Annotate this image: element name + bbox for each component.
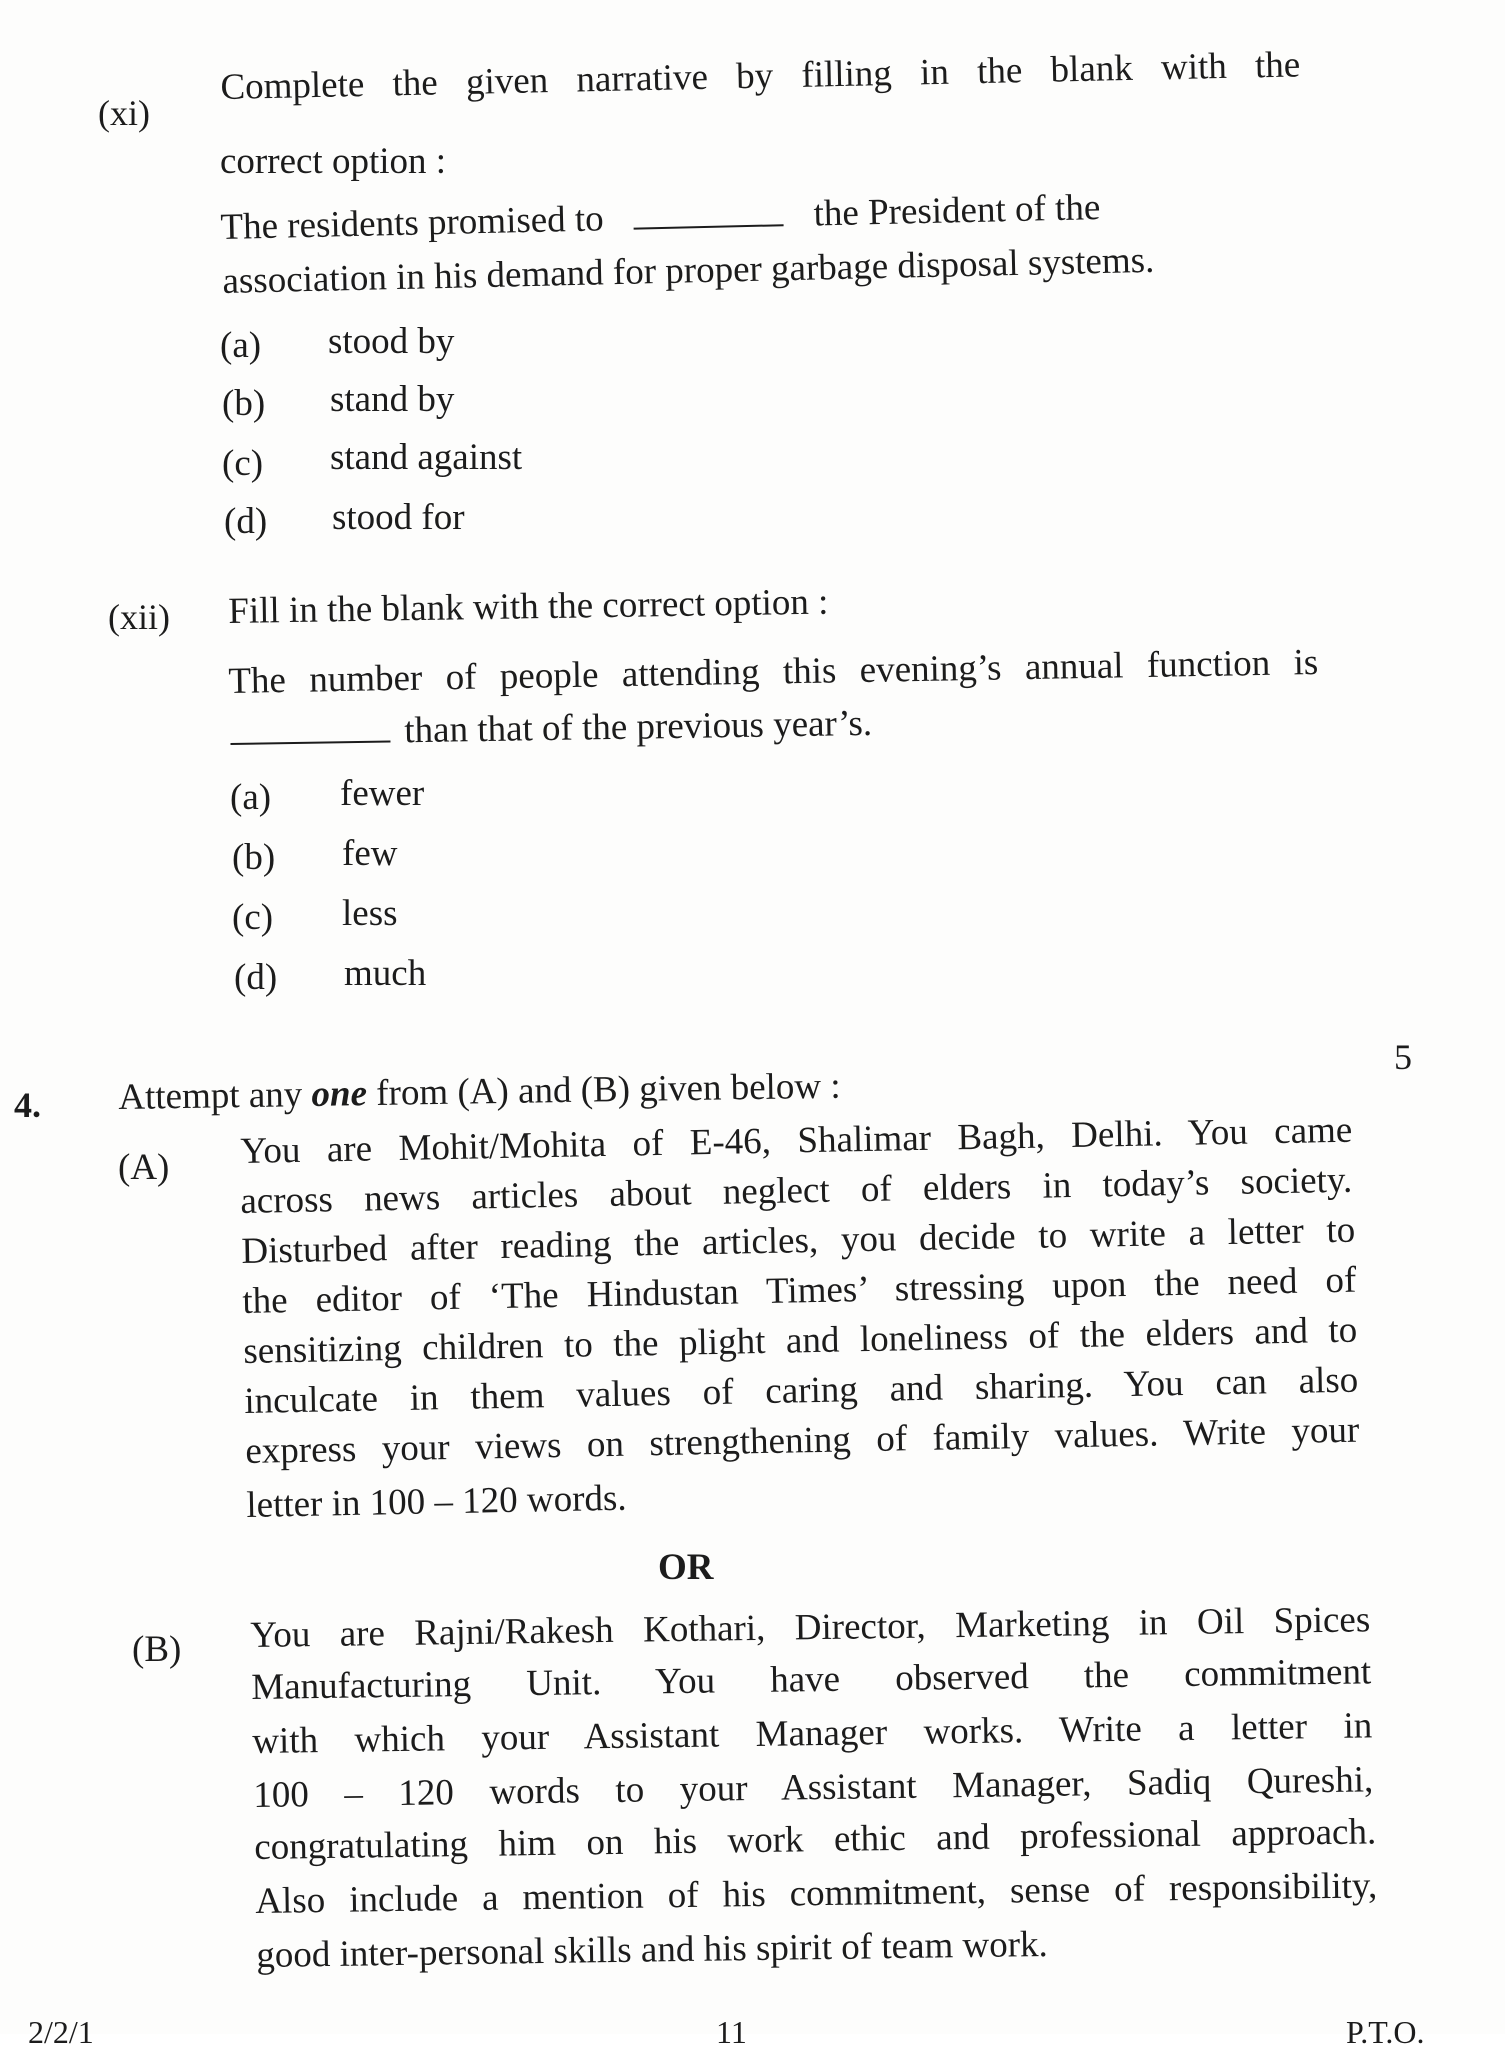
paragraph-line: express your views on strengthening of family values. Write your bbox=[245, 1409, 1360, 1472]
option-label: (b) bbox=[222, 383, 266, 424]
page-number: 11 bbox=[716, 2014, 747, 2050]
question-number: (xi) bbox=[98, 93, 150, 133]
option-text: fewer bbox=[340, 773, 425, 814]
or-separator: OR bbox=[658, 1547, 714, 1588]
paragraph-line: with which your Assistant Manager works. Write a letter in bbox=[252, 1705, 1373, 1762]
option-text: stood by bbox=[328, 321, 455, 362]
paragraph-line: the editor of ‘The Hindustan Times’ stressing upon the need of bbox=[242, 1259, 1357, 1322]
option-text: stand against bbox=[330, 437, 523, 478]
sentence-line: association in his demand for proper garbage disposal systems. bbox=[222, 239, 1155, 302]
option-text: much bbox=[344, 953, 427, 994]
paragraph-line: good inter-personal skills and his spirit of team work. bbox=[256, 1923, 1049, 1976]
option-label: (a) bbox=[230, 777, 272, 818]
marks: 5 bbox=[1394, 1037, 1412, 1077]
pto-label: P.T.O. bbox=[1346, 2014, 1425, 2050]
option-label: (A) bbox=[118, 1147, 170, 1188]
option-label: (d) bbox=[224, 501, 268, 542]
option-text: stood for bbox=[332, 497, 465, 538]
paragraph-line: across news articles about neglect of elders in today’s society. bbox=[240, 1159, 1353, 1222]
instruction-line: correct option : bbox=[220, 141, 447, 182]
blank-line bbox=[230, 740, 390, 745]
paragraph-line: 100 – 120 words to your Assistant Manager, Sadiq Qureshi, bbox=[253, 1759, 1374, 1816]
question-intro: Attempt any one from (A) and (B) given below : bbox=[118, 1065, 841, 1118]
paper-code: 2/2/1 bbox=[28, 2014, 94, 2050]
paragraph-line: letter in 100 – 120 words. bbox=[246, 1477, 627, 1526]
blank-line bbox=[634, 224, 784, 229]
paragraph-line: Disturbed after reading the articles, you decide to write a letter to bbox=[241, 1209, 1356, 1272]
instruction-line: Complete the given narrative by filling in the blank with the bbox=[220, 44, 1301, 108]
option-label: (B) bbox=[132, 1629, 182, 1670]
paragraph-line: congratulating him on his work ethic and professional approach. bbox=[254, 1811, 1377, 1868]
option-label: (d) bbox=[234, 957, 278, 998]
option-text: few bbox=[342, 833, 398, 874]
option-text: stand by bbox=[330, 379, 455, 420]
sentence-with-blank: The residents promised to the President of the bbox=[220, 187, 1101, 248]
question-number: 4. bbox=[14, 1085, 41, 1125]
sentence-line: The number of people attending this evening’s annual function is bbox=[228, 641, 1319, 702]
paragraph-line: Manufacturing Unit. You have observed the commitment bbox=[251, 1651, 1372, 1708]
option-text: less bbox=[342, 893, 398, 934]
instruction-line: Fill in the blank with the correct option : bbox=[228, 581, 829, 632]
option-label: (c) bbox=[232, 897, 274, 938]
paragraph-line: inculcate in them values of caring and sharing. You can also bbox=[244, 1359, 1359, 1422]
option-label: (b) bbox=[232, 837, 276, 878]
paragraph-line: Also include a mention of his commitment, sense of responsibility, bbox=[255, 1865, 1378, 1922]
paragraph-line: sensitizing children to the plight and loneliness of the elders and to bbox=[243, 1309, 1358, 1372]
paragraph-line: You are Mohit/Mohita of E-46, Shalimar Bagh, Delhi. You came bbox=[240, 1109, 1353, 1172]
option-label: (c) bbox=[222, 443, 264, 484]
sentence-with-blank: than that of the previous year’s. bbox=[230, 702, 872, 756]
question-number: (xii) bbox=[108, 597, 170, 637]
option-label: (a) bbox=[220, 325, 262, 366]
paragraph-line: You are Rajni/Rakesh Kothari, Director, Marketing in Oil Spices bbox=[250, 1599, 1371, 1656]
emphasis-word: one bbox=[311, 1073, 368, 1115]
